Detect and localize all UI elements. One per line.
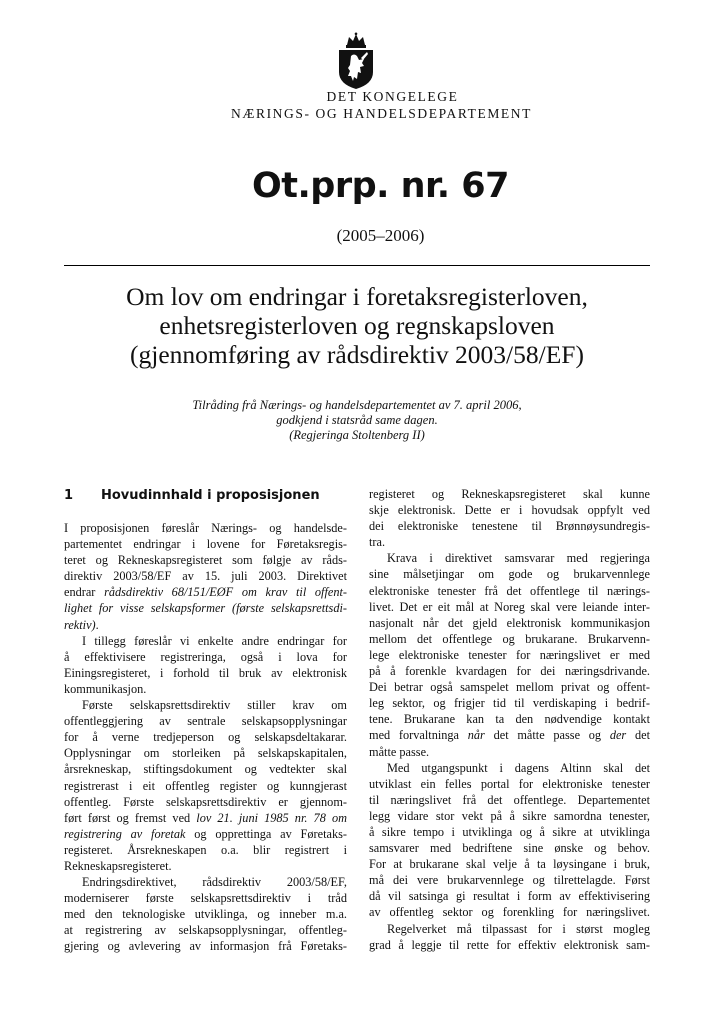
body-text-line: å effektivisere registreringa, også i lova for bbox=[64, 649, 347, 664]
body-text-line: partementet endringar i lovene for Føretaksregis- bbox=[64, 537, 347, 552]
body-text-line: av offentleg sektor og forenkling for næringslivet. bbox=[369, 905, 650, 920]
body-text-line: mellom det offentlege og brukarane. Brukarvenn- bbox=[369, 631, 650, 646]
body-text-line: at registrering av selskapsopplysningar, offentleg- bbox=[64, 923, 347, 938]
body-text-line: Med utgangspunkt i dagens Altinn skal det bbox=[387, 760, 650, 775]
title-line: enhetsregisterloven og regnskapsloven bbox=[159, 311, 555, 340]
approval-line: (Regjeringa Stoltenberg II) bbox=[289, 428, 425, 442]
body-column-left bbox=[64, 520, 347, 955]
body-text-line: endrar rådsdirektiv 68/151/EØF om krav til offent- bbox=[64, 585, 347, 600]
title-divider bbox=[64, 265, 650, 266]
body-text-line: med den teknologiske utviklinga, og inneber m.a. bbox=[64, 907, 347, 922]
body-text-line: kommunikasjon. bbox=[64, 681, 147, 696]
body-text-line: legg vidare stor vekt på å sikre samordna tenester, bbox=[369, 808, 650, 823]
body-text-line: Rekneskapsregisteret. bbox=[64, 858, 172, 873]
body-text-line: grad å leggje til rette for effektiv elektronisk sam- bbox=[369, 937, 650, 952]
body-text-line: offentleggjering av sentrale selskapsopplysningar bbox=[64, 714, 347, 729]
body-text-line: Einingsregisteret, i forhold til bruk av elektronisk bbox=[64, 665, 347, 680]
body-text-line: på å forenkle kvardagen for dei næringsdrivande. bbox=[369, 664, 650, 679]
body-text-line: tra. bbox=[369, 535, 386, 550]
body-column-right bbox=[369, 486, 650, 953]
approval-note bbox=[64, 398, 650, 443]
body-text-line: registrerast i eit offentleg register og kunngjerast bbox=[64, 778, 347, 793]
body-text-line: tene. Brukarane kan ta den nødvendige kontakt bbox=[369, 712, 650, 727]
body-text-line: registeret og Rekneskapsregisteret skal kunne bbox=[369, 487, 650, 501]
approval-line: Tilråding frå Nærings- og handelsdepartementet av 7. april 2006, bbox=[192, 398, 522, 412]
session-years: (2005–2006) bbox=[336, 226, 425, 245]
body-text-line: måtte passe. bbox=[369, 744, 430, 759]
body-text-line: å sikre tempo i utviklinga og å sikre at utviklinga bbox=[369, 824, 650, 839]
body-text-line: offentleg. Første selskapsrettsdirektiv er gjennom- bbox=[64, 794, 347, 809]
body-text-line: for å verne tredjeperson og selskapsdeltakarar. bbox=[64, 730, 347, 745]
body-text-line: direktiv 2003/58/EF av 15. juli 2003. Direktivet bbox=[64, 569, 347, 584]
section-title: Hovudinnhald i proposisjonen bbox=[101, 488, 320, 503]
body-text-line: årsrekneskap, stiftingsdokument og vedtekter skal bbox=[64, 762, 347, 777]
body-text-line: teret og Rekneskapsregisteret som følgje av råds- bbox=[64, 553, 347, 568]
title-line: Om lov om endringar i foretaksregisterloven, bbox=[126, 282, 588, 311]
approval-line: godkjend i statsråd same dagen. bbox=[276, 413, 438, 427]
document-title bbox=[64, 282, 650, 369]
department-line-2: NÆRINGS- OG HANDELSDEPARTEMENT bbox=[231, 106, 532, 121]
body-text-line: Første selskapsrettsdirektiv stiller krav om bbox=[82, 698, 347, 713]
body-text-line: moderniserer første selskapsrettsdirektiv i tråd bbox=[64, 891, 347, 906]
body-text-line: ført først og fremst ved lov 21. juni 1985 nr. 78 om bbox=[64, 810, 347, 825]
body-text-line bbox=[64, 600, 347, 616]
body-text-line: registrering av foretak og opprettinga av Føretaks- bbox=[64, 826, 347, 841]
body-text-line: I tillegg føreslår vi enkelte andre endringar for bbox=[82, 633, 347, 648]
body-text-line: leg sektor, og frigjer tid til verdiskaping i bedrif- bbox=[369, 696, 650, 711]
norwegian-coat-of-arms-icon bbox=[331, 32, 381, 90]
italic-text: rektiv) bbox=[64, 617, 96, 632]
body-text-line: livet. Det er eit mål at Noreg skal vere leiande inter- bbox=[369, 599, 650, 614]
body-text-line: dei elektroniske tenestene til Brønnøysundregis- bbox=[369, 519, 650, 534]
body-text-line: må dei vere brukarvennlege og tilrettelagde. Først bbox=[369, 873, 650, 888]
document-number: Ot.prp. nr. 67 bbox=[251, 166, 509, 206]
section-heading bbox=[64, 488, 354, 503]
italic-text: rådsdirektiv 68/151/EØF om krav til offent- bbox=[104, 585, 347, 600]
body-text-line: Opplysningar om storleiken på selskapskapitalen, bbox=[64, 746, 347, 761]
body-text-line: Dei betrar også samspelet mellom privat og offent- bbox=[369, 680, 650, 695]
body-text-line: For at brukarane skal velje å ta løysingane i bruk, bbox=[369, 857, 650, 872]
italic-text: lighet for visse selskapsformer (første selskapsrettsdi- bbox=[64, 601, 347, 616]
body-text-line: lege elektroniske tenester for næringslivet er med bbox=[369, 647, 650, 662]
italic-text: der bbox=[609, 728, 627, 743]
body-text-line: til næringslivet frå det offentlege. Departementet bbox=[369, 792, 650, 807]
body-text-line: samsvarer med bedriftene sine ønske og behov. bbox=[369, 841, 650, 856]
body-text-line: med forvaltninga når det måtte passe og der det bbox=[369, 728, 650, 743]
department-line-1: DET KONGELEGE bbox=[326, 89, 459, 104]
body-text-line: skje elektronisk. Dette er i hovudsak oppfylt ved bbox=[369, 503, 650, 518]
body-text-line: då vil satsinga gi resultat i form av effektivisering bbox=[369, 889, 650, 904]
body-text-line: Krava i direktivet samsvarar med regjeringa bbox=[387, 551, 650, 566]
body-text-line: Endringsdirektivet, rådsdirektiv 2003/58/EF, bbox=[82, 875, 347, 890]
title-line: (gjennomføring av rådsdirektiv 2003/58/EF) bbox=[130, 340, 584, 369]
body-text-line: elektroniske tenester frå det offentlege til nærings- bbox=[369, 583, 650, 598]
body-text-line: Regelverket må tilpassast for i størst mogleg bbox=[387, 921, 650, 936]
body-text-line: utviklast ein felles portal for elektroniske tenester bbox=[369, 776, 650, 791]
body-text-line: gjering og avlevering av informasjon frå Føretaks- bbox=[64, 939, 347, 954]
body-text-line: I proposisjonen føreslår Nærings- og handelsde- bbox=[64, 521, 347, 535]
body-text-line: registeret. Årsrekneskapen o.a. blir registrert i bbox=[64, 842, 347, 857]
italic-text: når bbox=[467, 728, 485, 743]
body-text-line: sine målsetjingar om gode og brukarvennlege bbox=[369, 567, 650, 582]
body-text-line: nasjonalt når det gjeld elektronisk kommunikasjon bbox=[369, 615, 650, 630]
section-number: 1 bbox=[64, 488, 74, 503]
italic-text: registrering av foretak bbox=[64, 826, 186, 841]
body-text-line: rektiv). bbox=[64, 617, 99, 632]
italic-text: lov 21. juni 1985 nr. 78 om bbox=[196, 810, 347, 825]
